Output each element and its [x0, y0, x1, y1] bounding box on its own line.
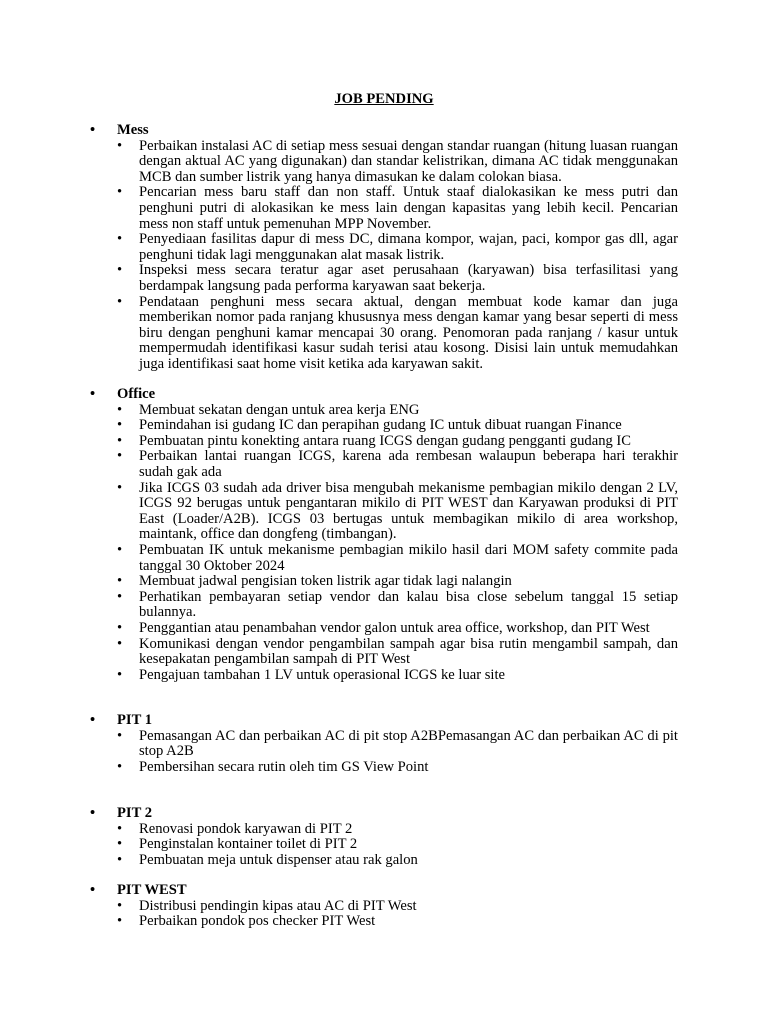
list-item-text: Pengajuan tambahan 1 LV untuk operasional ICGS ke luar site [139, 666, 505, 683]
list-item [90, 232, 678, 263]
bullet-icon: • [117, 231, 123, 248]
list-item [90, 418, 678, 434]
bullet-icon: • [90, 805, 96, 821]
bullet-icon: • [117, 619, 123, 636]
section-heading-text: Office [117, 386, 156, 402]
section-heading-office [90, 387, 678, 403]
list-item-text: Pembuatan IK untuk mekanisme pembagian mikilo hasil dari MOM safety commite pada tanggal 30 Oktober 2024 [139, 541, 678, 574]
list-item-text: Renovasi pondok karyawan di PIT 2 [139, 820, 353, 837]
section-heading-text: PIT WEST [117, 882, 187, 898]
bullet-icon: • [117, 727, 123, 744]
section-heading-mess [90, 123, 678, 139]
section-heading-text: PIT 2 [117, 805, 153, 821]
list-item [90, 263, 678, 294]
list-item [90, 637, 678, 668]
list-item-text: Pemindahan isi gudang IC dan perapihan gudang IC untuk dibuat ruangan Finance [139, 417, 622, 434]
bullet-icon: • [117, 184, 123, 201]
list-item-text: Perbaikan lantai ruangan ICGS, karena ada rembesan walaupun beberapa hari terakhir sudah gak ada [139, 448, 678, 480]
section-office [90, 387, 678, 683]
list-item [90, 139, 678, 186]
list-item-text: Jika ICGS 03 sudah ada driver bisa mengubah mekanisme pembagian mikilo dengan 2 LV, ICGS 92 berugas untuk pengantaran mikilo di PIT WEST dan Karyawan produksi di PIT East (Loader/A2B). ICGS 03 bertugas untuk membagikan mikilo di area workshop, maintank, office dan dongfeng (timbangan). [139, 479, 678, 543]
list-item-text: Perhatikan pembayaran setiap vendor dan kalau bisa close sebelum tanggal 15 setiap bulannya. [139, 588, 678, 621]
section-mess [90, 123, 678, 373]
list-item [90, 434, 678, 450]
list-item-text: Membuat sekatan dengan untuk area kerja ENG [139, 401, 420, 418]
list-item [90, 621, 678, 637]
item-list-pit-1 [90, 729, 678, 776]
list-item-text: Distribusi pendingin kipas atau AC di PIT West [139, 897, 417, 914]
list-item [90, 853, 678, 869]
list-item-text: Perbaikan instalasi AC di setiap mess sesuai dengan standar ruangan (hitung luasan ruangan dengan aktual AC yang digunakan) dan standar kelistrikan, dimana AC tidak menggunakan MCB dan sumber listrik yang hanya dimasukan ke dalam colokan biasa. [139, 137, 678, 185]
list-item [90, 185, 678, 232]
bullet-icon: • [90, 386, 96, 402]
item-list-pit-west [90, 899, 678, 930]
section-heading-pit-2 [90, 806, 678, 822]
list-item [90, 822, 678, 838]
list-item-text: Pembersihan secara rutin oleh tim GS View Point [139, 758, 429, 775]
section-heading-pit-west [90, 883, 678, 899]
list-item [90, 668, 678, 684]
bullet-icon: • [117, 588, 123, 605]
bullet-icon: • [117, 262, 123, 279]
bullet-icon: • [117, 479, 123, 496]
list-item [90, 574, 678, 590]
list-item [90, 295, 678, 373]
list-item [90, 729, 678, 760]
list-item-text: Pembuatan meja untuk dispenser atau rak galon [139, 851, 418, 868]
bullet-icon: • [117, 851, 123, 868]
section-heading-text: PIT 1 [117, 712, 153, 728]
bullet-icon: • [117, 448, 123, 465]
bullet-icon: • [117, 293, 123, 310]
list-item [90, 914, 678, 930]
list-item [90, 837, 678, 853]
list-item-text: Pendataan penghuni mess secara aktual, dengan membuat kode kamar dan juga memberikan nomor pada ranjang khususnya mess dengan kamar yang besar seperti di mess biru dengan penghuni kamar mencapai 30 orang. Penomoran pada ranjang / kasur untuk mempermudah identifikasi kasur sudah terisi atau kosong. Disisi lain untuk memudahkan juga identifikasi saat home visit ketika ada karyawan sakit. [139, 293, 678, 372]
list-item [90, 449, 678, 480]
list-item-text: Perbaikan pondok pos checker PIT West [139, 913, 376, 930]
bullet-icon: • [90, 882, 96, 898]
list-item [90, 899, 678, 915]
section-heading-pit-1 [90, 713, 678, 729]
bullet-icon: • [117, 836, 123, 853]
page-title: JOB PENDING [334, 91, 434, 107]
list-item [90, 590, 678, 621]
section-heading-text: Mess [117, 122, 149, 138]
list-item-text: Penggantian atau penambahan vendor galon untuk area office, workshop, dan PIT West [139, 619, 650, 636]
bullet-icon: • [117, 573, 123, 590]
bullet-icon: • [90, 712, 96, 728]
bullet-icon: • [90, 122, 96, 138]
bullet-icon: • [117, 897, 123, 914]
bullet-icon: • [117, 820, 123, 837]
bullet-icon: • [117, 635, 123, 652]
bullet-icon: • [117, 432, 123, 449]
list-item-text: Pencarian mess baru staff dan non staff. Untuk staaf dialokasikan ke mess putri dan penghuni putri di alokasikan ke mess lain dengan kapasitas yang lebih kecil. Pencarian mess non staff untuk pemenuhan MPP November. [139, 184, 678, 232]
bullet-icon: • [117, 913, 123, 930]
list-item [90, 760, 678, 776]
list-item-text: Inspeksi mess secara teratur agar aset perusahaan (karyawan) bisa terfasilitasi yang berdampak langsung pada performa karyawan saat bekerja. [139, 262, 678, 294]
section-pit-west [90, 883, 678, 930]
item-list-pit-2 [90, 822, 678, 869]
list-item-text: Penyediaan fasilitas dapur di mess DC, dimana kompor, wajan, paci, kompor gas dll, agar penghuni tidak lagi menggunakan alat masak listrik. [139, 231, 678, 263]
list-item-text: Pemasangan AC dan perbaikan AC di pit stop A2BPemasangan AC dan perbaikan AC di pit stop A2B [139, 727, 678, 760]
list-item [90, 403, 678, 419]
list-item-text: Pembuatan pintu konekting antara ruang ICGS dengan gudang pengganti gudang IC [139, 432, 632, 449]
list-item-text: Membuat jadwal pengisian token listrik agar tidak lagi nalangin [139, 573, 512, 590]
bullet-icon: • [117, 417, 123, 434]
bullet-icon: • [117, 758, 123, 775]
bullet-icon: • [117, 401, 123, 418]
list-item [90, 543, 678, 574]
bullet-icon: • [117, 666, 123, 683]
item-list-office [90, 403, 678, 684]
section-pit-1 [90, 713, 678, 775]
bullet-icon: • [117, 541, 123, 558]
section-pit-2 [90, 806, 678, 868]
list-item [90, 481, 678, 543]
list-item-text: Komunikasi dengan vendor pengambilan sampah agar bisa rutin mengambil sampah, dan kesepakatan pengambilan sampah di PIT West [139, 635, 678, 668]
bullet-icon: • [117, 137, 123, 154]
item-list-mess [90, 139, 678, 373]
list-item-text: Penginstalan kontainer toilet di PIT 2 [139, 836, 358, 853]
